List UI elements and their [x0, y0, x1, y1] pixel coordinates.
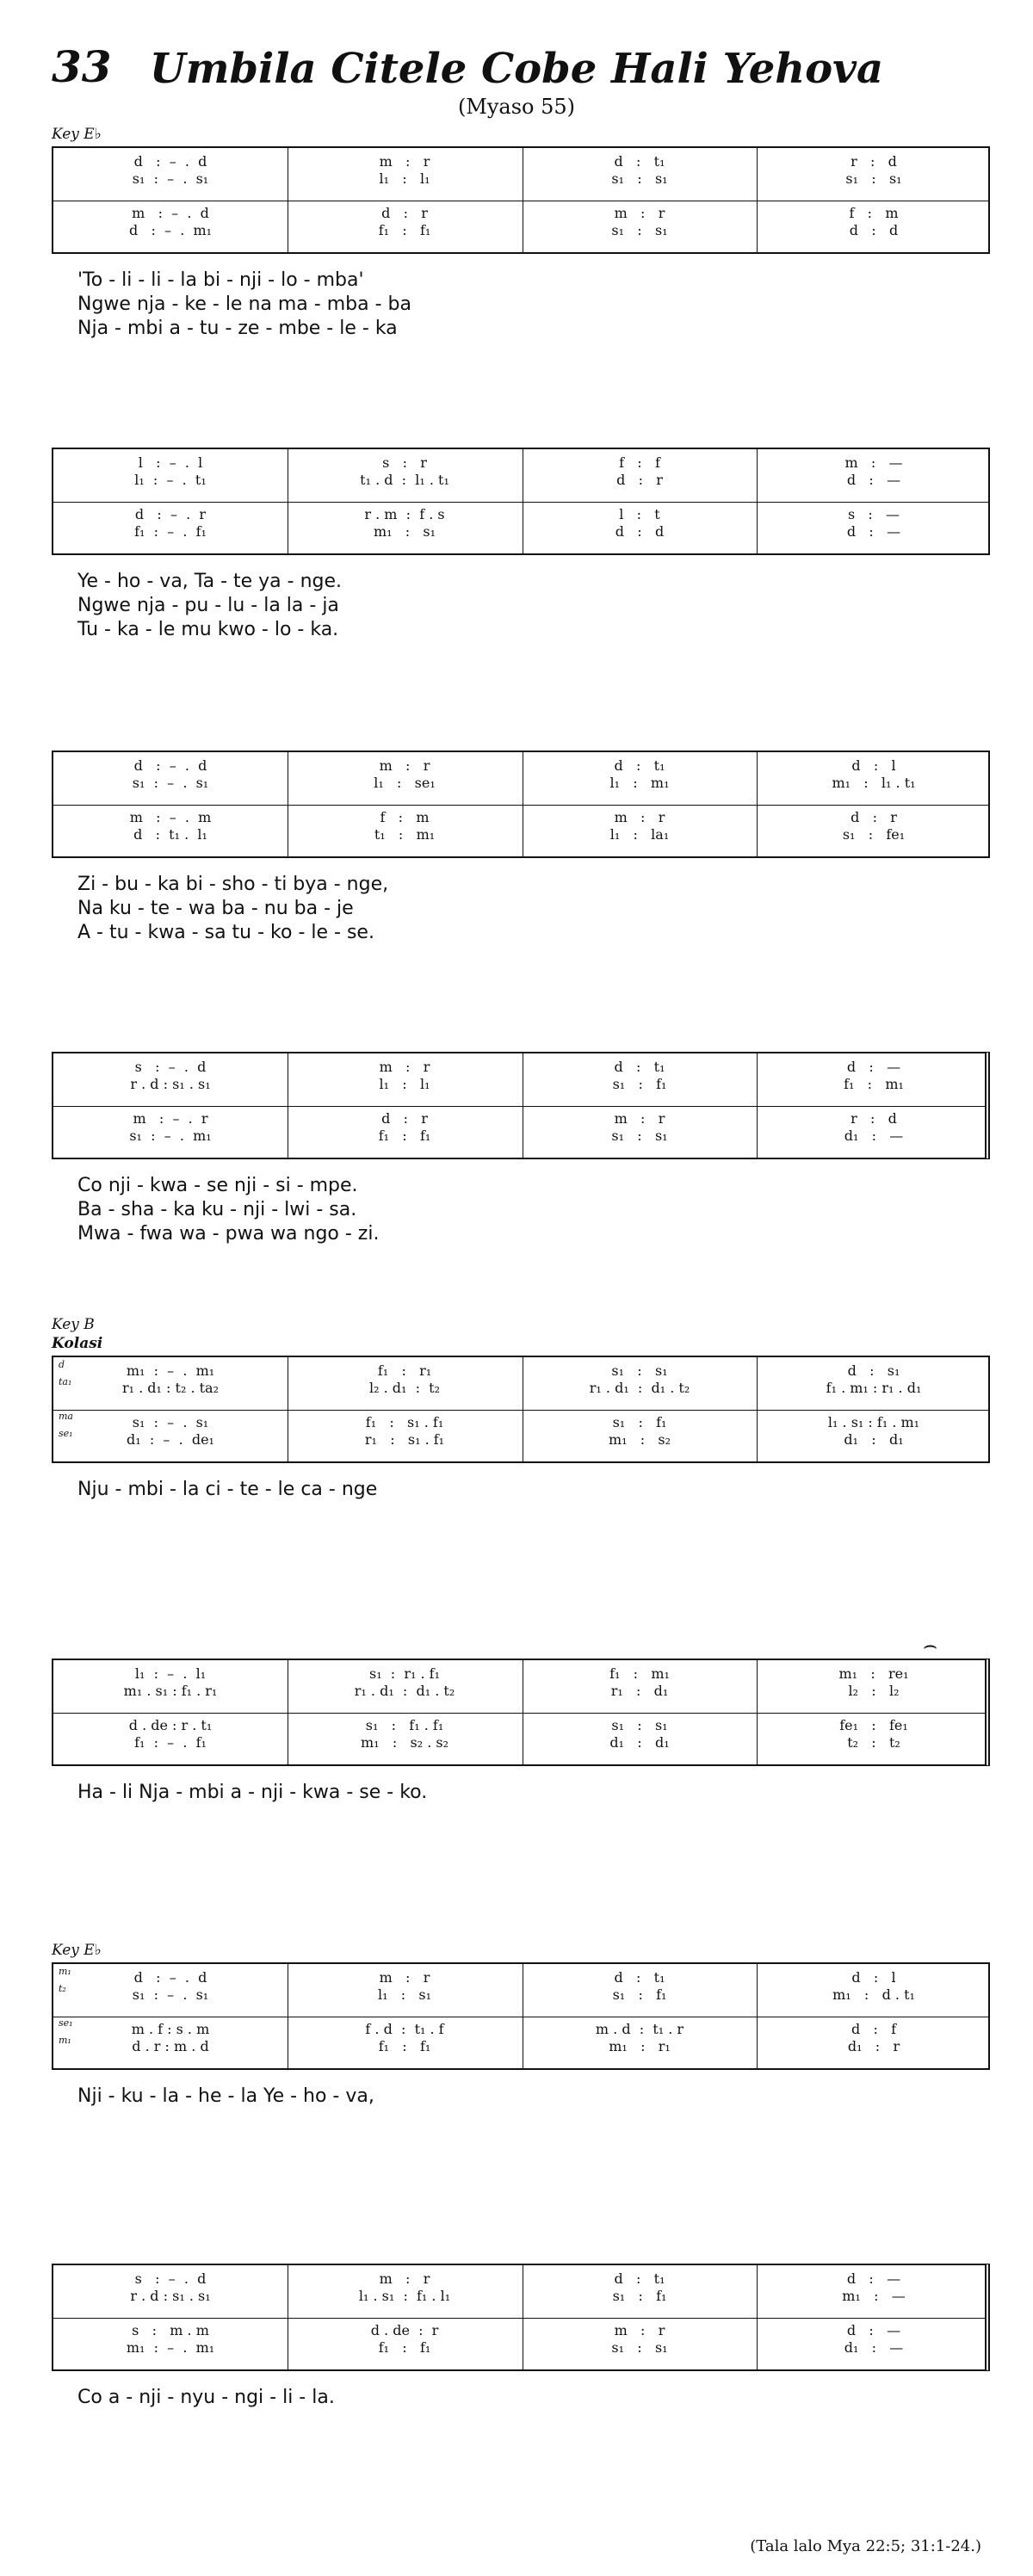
solfa-measure: m : – . r	[133, 1110, 208, 1127]
solfa-measure: f₁ . m₁ : r₁ . d₁	[826, 1380, 922, 1396]
solfa-measure: l₁ . s₁ : f₁ . m₁	[827, 1414, 920, 1430]
solfa-row	[53, 1380, 988, 1397]
solfa-measure: d₁ : r	[847, 2038, 900, 2054]
solfa-measure: d : – . m₁	[128, 222, 213, 238]
solfa-measure: d : – . d	[133, 153, 207, 170]
solfa-row	[53, 757, 988, 775]
solfa-measure: m : r	[379, 1969, 430, 1986]
solfa-measure: m₁ : —	[842, 2288, 906, 2304]
solfa-measure: l₂ . d₁ : t₂	[368, 1380, 441, 1396]
solfa-row	[53, 523, 988, 541]
lyric-line: Zi - bu - ka bi - sho - ti bya - nge,	[77, 874, 389, 895]
solfa-measure: d₁ : d₁	[844, 1431, 904, 1448]
solfa-row	[53, 1110, 985, 1127]
solfa-measure: s₁ : s₁	[611, 170, 668, 187]
solfa-measure: d : t₁	[614, 2270, 665, 2287]
solfa-row	[53, 1683, 985, 1700]
solfa-row	[53, 775, 988, 792]
solfa-measure: d : t₁	[614, 1059, 665, 1075]
solfa-measure: d : – . d	[133, 757, 207, 774]
solfa-measure: t₁ : m₁	[374, 826, 436, 843]
solfa-measure: l₁ : s₁	[377, 1986, 432, 2003]
scripture-reference: (Tala lalo Mya 22:5; 31:1-24.)	[750, 2537, 981, 2555]
solfa-measure: f : m	[849, 205, 899, 221]
solfa-row	[53, 1059, 985, 1076]
solfa-measure: s₁ : fe₁	[842, 826, 906, 843]
lyric-line: Nja - mbi a - tu - ze - mbe - le - ka	[77, 318, 398, 339]
solfa-measure: s₁ : f₁	[612, 2288, 667, 2304]
solfa-measure: m . f : s . m	[131, 2021, 210, 2037]
solfa-row	[53, 170, 988, 188]
solfa-measure: m₁ : re₁	[838, 1665, 909, 1682]
solfa-measure: r₁ . d₁ : t₂ . ta₂	[121, 1380, 220, 1396]
solfa-measure: d : l	[851, 757, 896, 774]
solfa-measure: r₁ . d₁ : d₁ . t₂	[589, 1380, 690, 1396]
solfa-measure: s₁ : f₁	[612, 1986, 667, 2003]
solfa-measure: s : – . d	[134, 1059, 207, 1075]
solfa-measure: f₁ : – . f₁	[134, 1734, 207, 1751]
solfa-measure: d : —	[846, 472, 901, 488]
solfa-measure: s : —	[847, 506, 900, 522]
solfa-measure: m₁ : d . t₁	[832, 1986, 915, 2003]
solfa-measure: m₁ : – . m₁	[126, 2339, 215, 2356]
solfa-measure: r . m : f . s	[364, 506, 445, 522]
solfa-measure: l₁ : l₁	[379, 170, 430, 187]
solfa-row	[53, 826, 988, 843]
solfa-measure: d : t₁	[614, 153, 665, 170]
lyric-line: Na ku - te - wa ba - nu ba - je	[77, 898, 354, 919]
solfa-measure: m : r	[379, 2270, 430, 2287]
hymn-subtitle: (Myaso 55)	[457, 95, 576, 119]
voice-label: m₁	[59, 1966, 71, 1977]
solfa-measure: d : —	[846, 2270, 901, 2287]
solfa-measure: r₁ . d₁ : d₁ . t₂	[354, 1683, 455, 1699]
solfa-measure: m : r	[379, 153, 430, 170]
solfa-measure: m : r	[614, 205, 665, 221]
lyric-line: Ngwe nja - ke - le na ma - mba - ba	[77, 293, 411, 315]
solfa-measure: d₁ : —	[844, 2339, 904, 2356]
solfa-measure: m₁ : l₁ . t₁	[832, 775, 916, 791]
solfa-measure: s₁ : – . s₁	[132, 1414, 209, 1430]
solfa-row	[53, 1362, 988, 1380]
solfa-measure: m : —	[844, 454, 903, 471]
hymn-number: 33	[52, 41, 112, 92]
solfa-measure: m : r	[614, 809, 665, 825]
solfa-measure: d : – . d	[133, 1969, 207, 1986]
voice-label: ta₁	[59, 1376, 72, 1387]
solfa-measure: d : l	[851, 1969, 896, 1986]
voice-label: se₁	[59, 2017, 73, 2029]
solfa-row	[53, 205, 988, 222]
solfa-measure: r . d : s₁ . s₁	[130, 2288, 211, 2304]
solfa-measure: d : d	[615, 523, 665, 540]
solfa-row	[53, 454, 988, 472]
solfa-row	[53, 809, 988, 826]
solfa-measure: f₁ : – . f₁	[134, 523, 207, 540]
lyric-line: Ha - li Nja - mbi a - nji - kwa - se - ko.	[77, 1782, 428, 1803]
solfa-measure: d₁ : – . de₁	[127, 1431, 214, 1448]
solfa-measure: l : t	[619, 506, 660, 522]
solfa-row	[53, 506, 988, 523]
solfa-row	[53, 1969, 988, 1986]
solfa-measure: f : f	[619, 454, 660, 471]
solfa-measure: r : d	[851, 153, 897, 170]
lyric-line: Tu - ka - le mu kwo - lo - ka.	[77, 619, 339, 640]
solfa-measure: r : d	[851, 1110, 897, 1127]
solfa-measure: s₁ : – . m₁	[129, 1127, 212, 1144]
staff-system	[52, 751, 990, 858]
solfa-measure: m₁ : s₁	[373, 523, 436, 540]
solfa-row	[53, 1986, 988, 2004]
solfa-row	[53, 2322, 985, 2339]
solfa-measure: l₁ : – . l₁	[134, 1665, 207, 1682]
solfa-row	[53, 1127, 985, 1145]
solfa-row	[53, 1076, 985, 1093]
solfa-measure: l₁ : – . t₁	[134, 472, 207, 488]
solfa-measure: l₁ : se₁	[374, 775, 436, 791]
lyric-line: Co nji - kwa - se nji - si - mpe.	[77, 1175, 358, 1196]
solfa-measure: m : – . m	[129, 809, 212, 825]
voice-label: m₁	[59, 2035, 71, 2046]
lyric-line: Co a - nji - nyu - ngi - li - la.	[77, 2387, 335, 2408]
staff-divider	[53, 2318, 985, 2319]
solfa-measure: s₁ : – . s₁	[132, 1986, 209, 2003]
solfa-measure: d : d	[849, 222, 899, 238]
solfa-measure: m : r	[614, 2322, 665, 2338]
staff-system	[52, 1659, 990, 1766]
key-signature: Key B	[52, 1316, 95, 1333]
solfa-measure: s₁ : f₁	[612, 1414, 667, 1430]
solfa-measure: r₁ : d₁	[610, 1683, 669, 1699]
solfa-measure: d : f	[851, 2021, 897, 2037]
solfa-measure: f₁ : f₁	[378, 2038, 431, 2054]
solfa-row	[53, 1734, 985, 1751]
solfa-measure: d : t₁	[614, 757, 665, 774]
solfa-measure: d : t₁ . l₁	[133, 826, 207, 843]
solfa-measure: d : r	[381, 205, 428, 221]
solfa-measure: d : —	[846, 1059, 901, 1075]
staff-divider	[53, 805, 988, 806]
solfa-row	[53, 1717, 985, 1734]
key-signature: Key E♭	[52, 126, 102, 143]
solfa-measure: l₁ : l₁	[379, 1076, 430, 1092]
staff-divider	[53, 1410, 988, 1411]
solfa-measure: s₁ : s₁	[611, 222, 668, 238]
solfa-row	[53, 222, 988, 239]
solfa-row	[53, 2021, 988, 2038]
solfa-measure: d . de : r . t₁	[128, 1717, 213, 1733]
solfa-measure: m₁ : s₂ . s₂	[361, 1734, 448, 1751]
lyric-line: Ba - sha - ka ku - nji - lwi - sa.	[77, 1199, 357, 1220]
lyric-line: Nji - ku - la - he - la Ye - ho - va,	[77, 2085, 374, 2107]
solfa-measure: m₁ : s₂	[608, 1431, 671, 1448]
solfa-measure: l₁ : la₁	[609, 826, 670, 843]
solfa-row	[53, 2270, 985, 2288]
hymn-title: Umbila Citele Cobe Hali Yehova	[149, 45, 884, 93]
solfa-measure: d . r : m . d	[132, 2038, 209, 2054]
solfa-measure: m . d : t₁ . r	[595, 2021, 684, 2037]
solfa-measure: l₂ : l₂	[848, 1683, 900, 1699]
solfa-measure: s₁ : s₁	[611, 1717, 668, 1733]
voice-label: d	[59, 1359, 65, 1370]
solfa-measure: l : – . l	[138, 454, 203, 471]
fermata-icon: ⌢	[923, 1633, 938, 1659]
solfa-measure: s₁ : – . s₁	[132, 170, 209, 187]
solfa-measure: s₁ : s₁	[845, 170, 902, 187]
solfa-row	[53, 1431, 988, 1449]
solfa-measure: s : m . m	[132, 2322, 209, 2338]
solfa-measure: s₁ : f₁ . f₁	[365, 1717, 444, 1733]
solfa-row	[53, 2288, 985, 2305]
key-signature: Key E♭	[52, 1942, 102, 1959]
lyric-line: Mwa - fwa wa - pwa wa ngo - zi.	[77, 1223, 380, 1245]
solfa-measure: d : r	[381, 1110, 428, 1127]
staff-system	[52, 1052, 990, 1159]
solfa-measure: d : – . r	[134, 506, 207, 522]
solfa-measure: m₁ : r₁	[609, 2038, 671, 2054]
staff-system	[52, 1962, 990, 2070]
solfa-measure: s₁ : r₁ . f₁	[368, 1665, 440, 1682]
solfa-row	[53, 1414, 988, 1431]
solfa-measure: d : r	[616, 472, 663, 488]
solfa-measure: d . de : r	[370, 2322, 439, 2338]
solfa-measure: t₂ : t₂	[847, 1734, 900, 1751]
solfa-measure: s₁ : f₁	[612, 1076, 667, 1092]
solfa-measure: s₁ : s₁	[611, 2339, 668, 2356]
staff-system	[52, 1356, 990, 1463]
solfa-measure: f₁ : f₁	[378, 222, 431, 238]
solfa-row	[53, 2339, 985, 2357]
solfa-measure: m₁ : – . m₁	[126, 1362, 215, 1379]
solfa-measure: f₁ : m₁	[609, 1665, 670, 1682]
solfa-measure: l₁ . s₁ : f₁ . l₁	[358, 2288, 451, 2304]
solfa-measure: d : r	[851, 809, 897, 825]
staff-system	[52, 146, 990, 254]
solfa-measure: d : t₁	[614, 1969, 665, 1986]
solfa-measure: m : r	[379, 757, 430, 774]
solfa-measure: d₁ : —	[844, 1127, 904, 1144]
solfa-measure: f : m	[380, 809, 430, 825]
voice-label: se₁	[59, 1428, 73, 1439]
staff-system	[52, 448, 990, 555]
solfa-row	[53, 1665, 985, 1683]
solfa-measure: f₁ : f₁	[378, 2339, 431, 2356]
solfa-measure: s : – . d	[134, 2270, 207, 2287]
staff-divider	[53, 502, 988, 503]
solfa-row	[53, 153, 988, 170]
lyric-line: Ngwe nja - pu - lu - la la - ja	[77, 595, 339, 616]
staff-divider	[53, 1106, 985, 1107]
solfa-measure: m₁ . s₁ : f₁ . r₁	[123, 1683, 218, 1699]
staff-divider	[53, 1713, 985, 1714]
solfa-measure: d : —	[846, 523, 901, 540]
solfa-measure: d₁ : d₁	[609, 1734, 670, 1751]
solfa-measure: m : r	[379, 1059, 430, 1075]
lyric-line: Nju - mbi - la ci - te - le ca - nge	[77, 1479, 378, 1500]
solfa-row	[53, 2038, 988, 2055]
solfa-measure: s₁ : s₁	[611, 1362, 668, 1379]
solfa-measure: s₁ : – . s₁	[132, 775, 209, 791]
solfa-measure: d : —	[846, 2322, 901, 2338]
lyric-line: Ye - ho - va, Ta - te ya - nge.	[77, 571, 343, 592]
solfa-measure: s : r	[382, 454, 427, 471]
solfa-measure: f . d : t₁ . f	[365, 2021, 444, 2037]
voice-label: t₂	[59, 1983, 66, 1994]
voice-label: ma	[59, 1411, 73, 1422]
solfa-measure: f₁ : s₁ . f₁	[365, 1414, 444, 1430]
section-label: Kolasi	[52, 1335, 103, 1352]
solfa-measure: r . d : s₁ . s₁	[130, 1076, 211, 1092]
solfa-measure: f₁ : r₁	[377, 1362, 432, 1379]
solfa-measure: s₁ : s₁	[611, 1127, 668, 1144]
staff-system	[52, 2264, 990, 2371]
solfa-measure: m : – . d	[132, 205, 209, 221]
solfa-measure: fe₁ : fe₁	[839, 1717, 908, 1733]
solfa-measure: f₁ : f₁	[378, 1127, 431, 1144]
solfa-measure: l₁ : m₁	[609, 775, 670, 791]
solfa-measure: d : s₁	[847, 1362, 900, 1379]
solfa-measure: m : r	[614, 1110, 665, 1127]
solfa-measure: t₁ . d : l₁ . t₁	[360, 472, 449, 488]
solfa-row	[53, 472, 988, 489]
lyric-line: A - tu - kwa - sa tu - ko - le - se.	[77, 922, 374, 943]
solfa-measure: r₁ : s₁ . f₁	[364, 1431, 445, 1448]
solfa-measure: f₁ : m₁	[844, 1076, 904, 1092]
lyric-line: 'To - li - li - la bi - nji - lo - mba'	[77, 269, 364, 291]
